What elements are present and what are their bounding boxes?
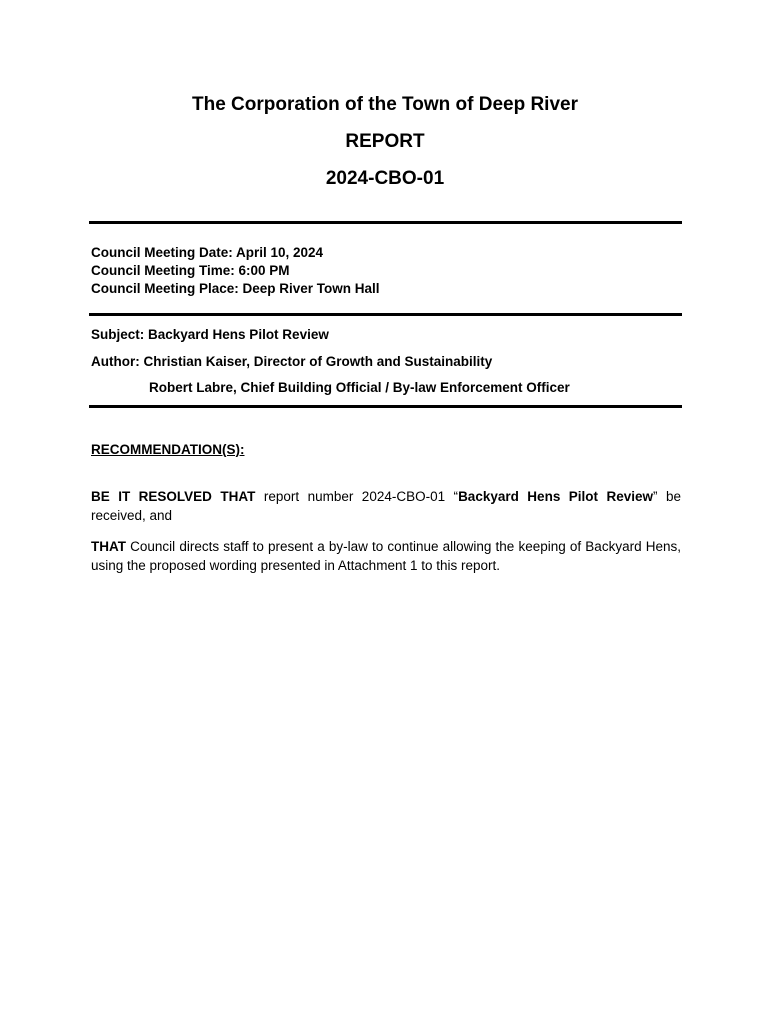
meeting-date-line: Council Meeting Date: April 10, 2024 [91,245,324,260]
organization-title: The Corporation of the Town of Deep River [192,94,578,115]
author-line: Author: Christian Kaiser, Director of Growth and Sustainability [91,354,493,369]
resolution-text-a: report number 2024-CBO-01 “ [255,489,459,504]
document-type-title: REPORT [345,131,425,152]
divider-bottom [89,405,682,408]
resolution-lead: BE IT RESOLVED THAT [91,489,256,504]
recommendations-heading: RECOMMENDATION(S): [91,442,245,457]
directive-text: Council directs staff to present a by-law to continue allowing the keeping of Backyard Hens, using the proposed wording presented in Attachment 1 to this report. [91,539,681,573]
meeting-place-line: Council Meeting Place: Deep River Town Hall [91,281,380,296]
resolution-paragraph [91,487,681,525]
meeting-time-line: Council Meeting Time: 6:00 PM [91,263,290,278]
subject-line: Subject: Backyard Hens Pilot Review [91,327,329,342]
divider-top [89,221,682,224]
report-number-title: 2024-CBO-01 [325,168,445,189]
divider-middle [89,313,682,316]
directive-lead: THAT [91,539,126,554]
directive-paragraph [91,537,681,575]
coauthor-line: Robert Labre, Chief Building Official / By-law Enforcement Officer [149,380,570,395]
resolution-report-title: Backyard Hens Pilot Review [458,489,654,504]
resolution-text-b: ” be received, and [91,489,681,523]
